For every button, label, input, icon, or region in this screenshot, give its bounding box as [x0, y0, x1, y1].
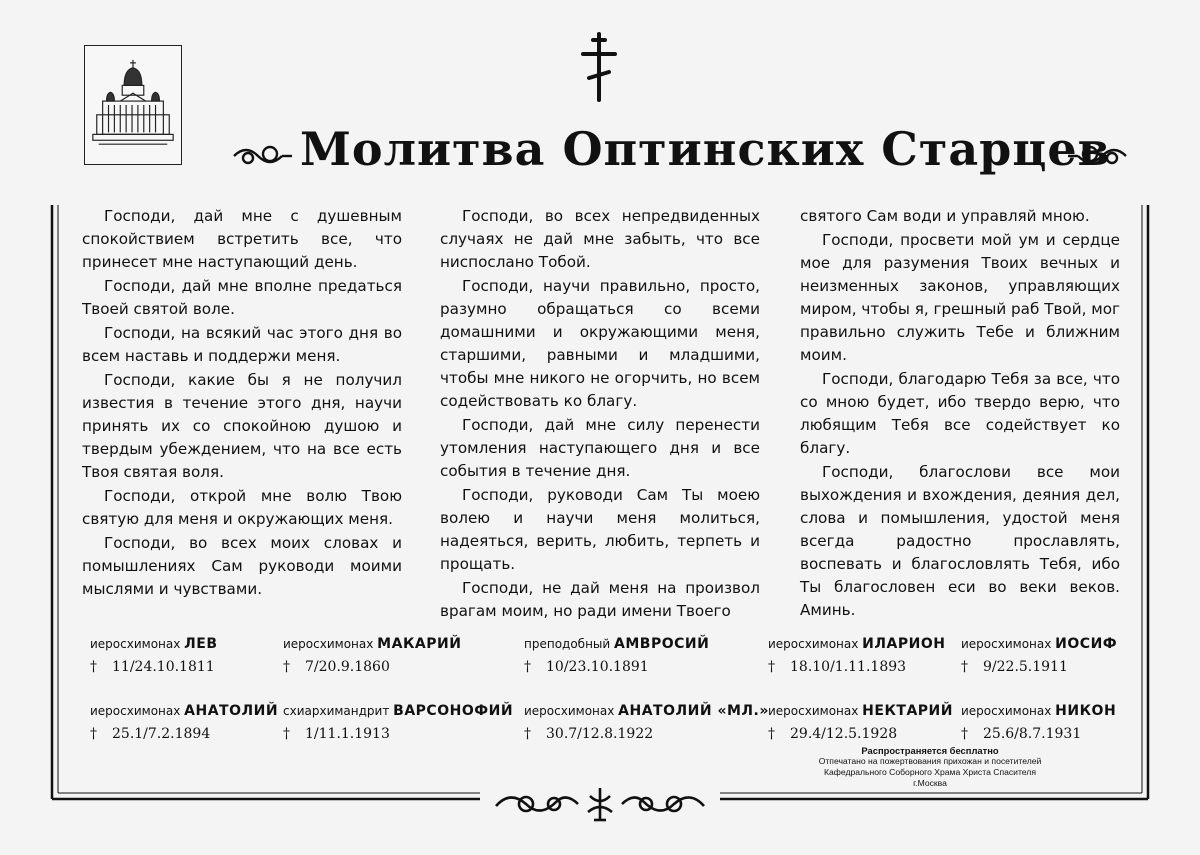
elder-title: схиархимандрит — [283, 704, 390, 718]
elder-name: НИКОН — [1055, 703, 1117, 719]
elder-name: ИОСИФ — [1055, 636, 1118, 652]
prayer-paragraph: Господи, не дай меня на произвол врагам моим, но ради имени Твоего — [440, 579, 760, 620]
elder-name: АНАТОЛИЙ — [184, 703, 279, 719]
elder-name: ВАРСОНОФИЙ — [393, 703, 514, 719]
prayer-paragraph: Господи, открой мне волю Твою святую для меня и окружающих меня. — [82, 487, 402, 528]
elder-name: НЕКТАРИЙ — [862, 703, 953, 719]
cathedral-logo — [84, 45, 182, 165]
dagger-icon: † — [524, 726, 531, 742]
credit-line: Кафедрального Соборного Храма Христа Спасителя — [824, 767, 1036, 777]
dagger-icon: † — [768, 659, 775, 675]
elder-dates: 11/24.10.1811 — [112, 659, 215, 675]
prayer-paragraph: Господи, научи правильно, просто, разумно обращаться со всеми домашними и окружающими меня, старшими, равными и младшими, чтобы мне никого не огорчить, но всем содействовать ко благу. — [440, 277, 760, 410]
dagger-icon: † — [961, 726, 968, 742]
elder-entry — [524, 703, 769, 742]
elder-entry — [961, 636, 1141, 675]
elder-dates: 29.4/12.5.1928 — [790, 726, 898, 742]
dagger-icon: † — [961, 659, 968, 675]
elder-entry — [961, 703, 1141, 742]
prayer-column-3 — [800, 205, 1120, 623]
elder-title: иеросхимонах — [768, 637, 859, 651]
orthodox-cross-icon — [579, 30, 619, 102]
prayer-paragraph: Господи, на всякий час этого дня во всем наставь и поддержи меня. — [82, 324, 402, 365]
dagger-icon: † — [283, 659, 290, 675]
ornament-right-icon — [1066, 140, 1130, 172]
dagger-icon: † — [90, 726, 97, 742]
credit-line: Распространяется бесплатно — [861, 745, 999, 756]
elder-entry — [524, 636, 754, 675]
credit-line: Отпечатано на пожертвования прихожан и посетителей — [818, 756, 1042, 766]
print-credit — [800, 745, 1060, 789]
ornament-left-icon — [230, 140, 294, 172]
elder-dates: 1/11.1.1913 — [305, 726, 390, 742]
elder-entry — [283, 636, 513, 675]
cathedral-icon — [85, 46, 181, 164]
prayer-paragraph: святого Сам води и управляй мною. — [800, 207, 1090, 225]
elder-name: АМВРОСИЙ — [614, 636, 710, 652]
prayer-paragraph: Господи, руководи Сам Ты моею волею и научи меня молиться, надеяться, верить, любить, терпеть и прощать. — [440, 486, 760, 573]
elder-dates: 30.7/12.8.1922 — [546, 726, 654, 742]
elder-title: иеросхимонах — [524, 704, 615, 718]
elder-title: иеросхимонах — [961, 704, 1052, 718]
elder-dates: 7/20.9.1860 — [305, 659, 390, 675]
prayer-column-2 — [440, 205, 760, 624]
dagger-icon: † — [524, 659, 531, 675]
prayer-paragraph: Господи, во всех моих словах и помышлениях Сам руководи моими мыслями и чувствами. — [82, 534, 402, 598]
prayer-column-1 — [82, 205, 402, 602]
bottom-ornament-icon — [490, 782, 710, 826]
elder-name: ИЛАРИОН — [862, 636, 946, 652]
credit-line: г.Москва — [913, 778, 947, 788]
elder-name: ЛЕВ — [184, 636, 218, 652]
elder-name: МАКАРИЙ — [377, 636, 462, 652]
prayer-paragraph: Господи, просвети мой ум и сердце мое для разумения Твоих вечных и неизменных законов, управляющих миром, чтобы я, грешный раб Твой, мог правильно служить Тебе и ближним моим. — [800, 231, 1120, 364]
elder-title: иеросхимонах — [90, 704, 181, 718]
elder-dates: 25.1/7.2.1894 — [112, 726, 211, 742]
prayer-paragraph: Господи, благослови все мои выхождения и вхождения, деяния дел, слова и помышления, удостой меня всегда радостно прославлять, воспевать и благословлять Тебя, ибо Ты благословен еси во веки веков. Аминь. — [800, 463, 1120, 619]
prayer-paragraph: Господи, дай мне силу перенести утомления наступающего дня и все события в течение дня. — [440, 416, 760, 480]
dagger-icon: † — [768, 726, 775, 742]
dagger-icon: † — [90, 659, 97, 675]
elder-title: иеросхимонах — [283, 637, 374, 651]
prayer-paragraph: Господи, какие бы я не получил известия в течение этого дня, научи принять их со спокойною душою и твердым убеждением, что на все есть Твоя святая воля. — [82, 371, 402, 481]
elder-title: иеросхимонах — [90, 637, 181, 651]
elder-dates: 9/22.5.1911 — [983, 659, 1068, 675]
dagger-icon: † — [283, 726, 290, 742]
elder-title: преподобный — [524, 637, 611, 651]
elder-title: иеросхимонах — [961, 637, 1052, 651]
prayer-paragraph: Господи, во всех непредвиденных случаях не дай мне забыть, что все ниспослано Тобой. — [440, 207, 760, 271]
elder-dates: 10/23.10.1891 — [546, 659, 649, 675]
elder-dates: 18.10/1.11.1893 — [790, 659, 907, 675]
elder-title: иеросхимонах — [768, 704, 859, 718]
elder-name: АНАТОЛИЙ «МЛ.» — [618, 703, 769, 719]
prayer-paragraph: Господи, благодарю Тебя за все, что со мною будет, ибо твердо верю, что любящим Тебя все содействует ко благу. — [800, 370, 1120, 457]
prayer-paragraph: Господи, дай мне вполне предаться Твоей святой воле. — [82, 277, 402, 318]
elder-entry — [283, 703, 513, 742]
elder-dates: 25.6/8.7.1931 — [983, 726, 1082, 742]
prayer-paragraph: Господи, дай мне с душевным спокойствием встретить все, что принесет мне наступающий день. — [82, 207, 402, 271]
page-title: Молитва Оптинских Старцев — [300, 122, 1111, 176]
